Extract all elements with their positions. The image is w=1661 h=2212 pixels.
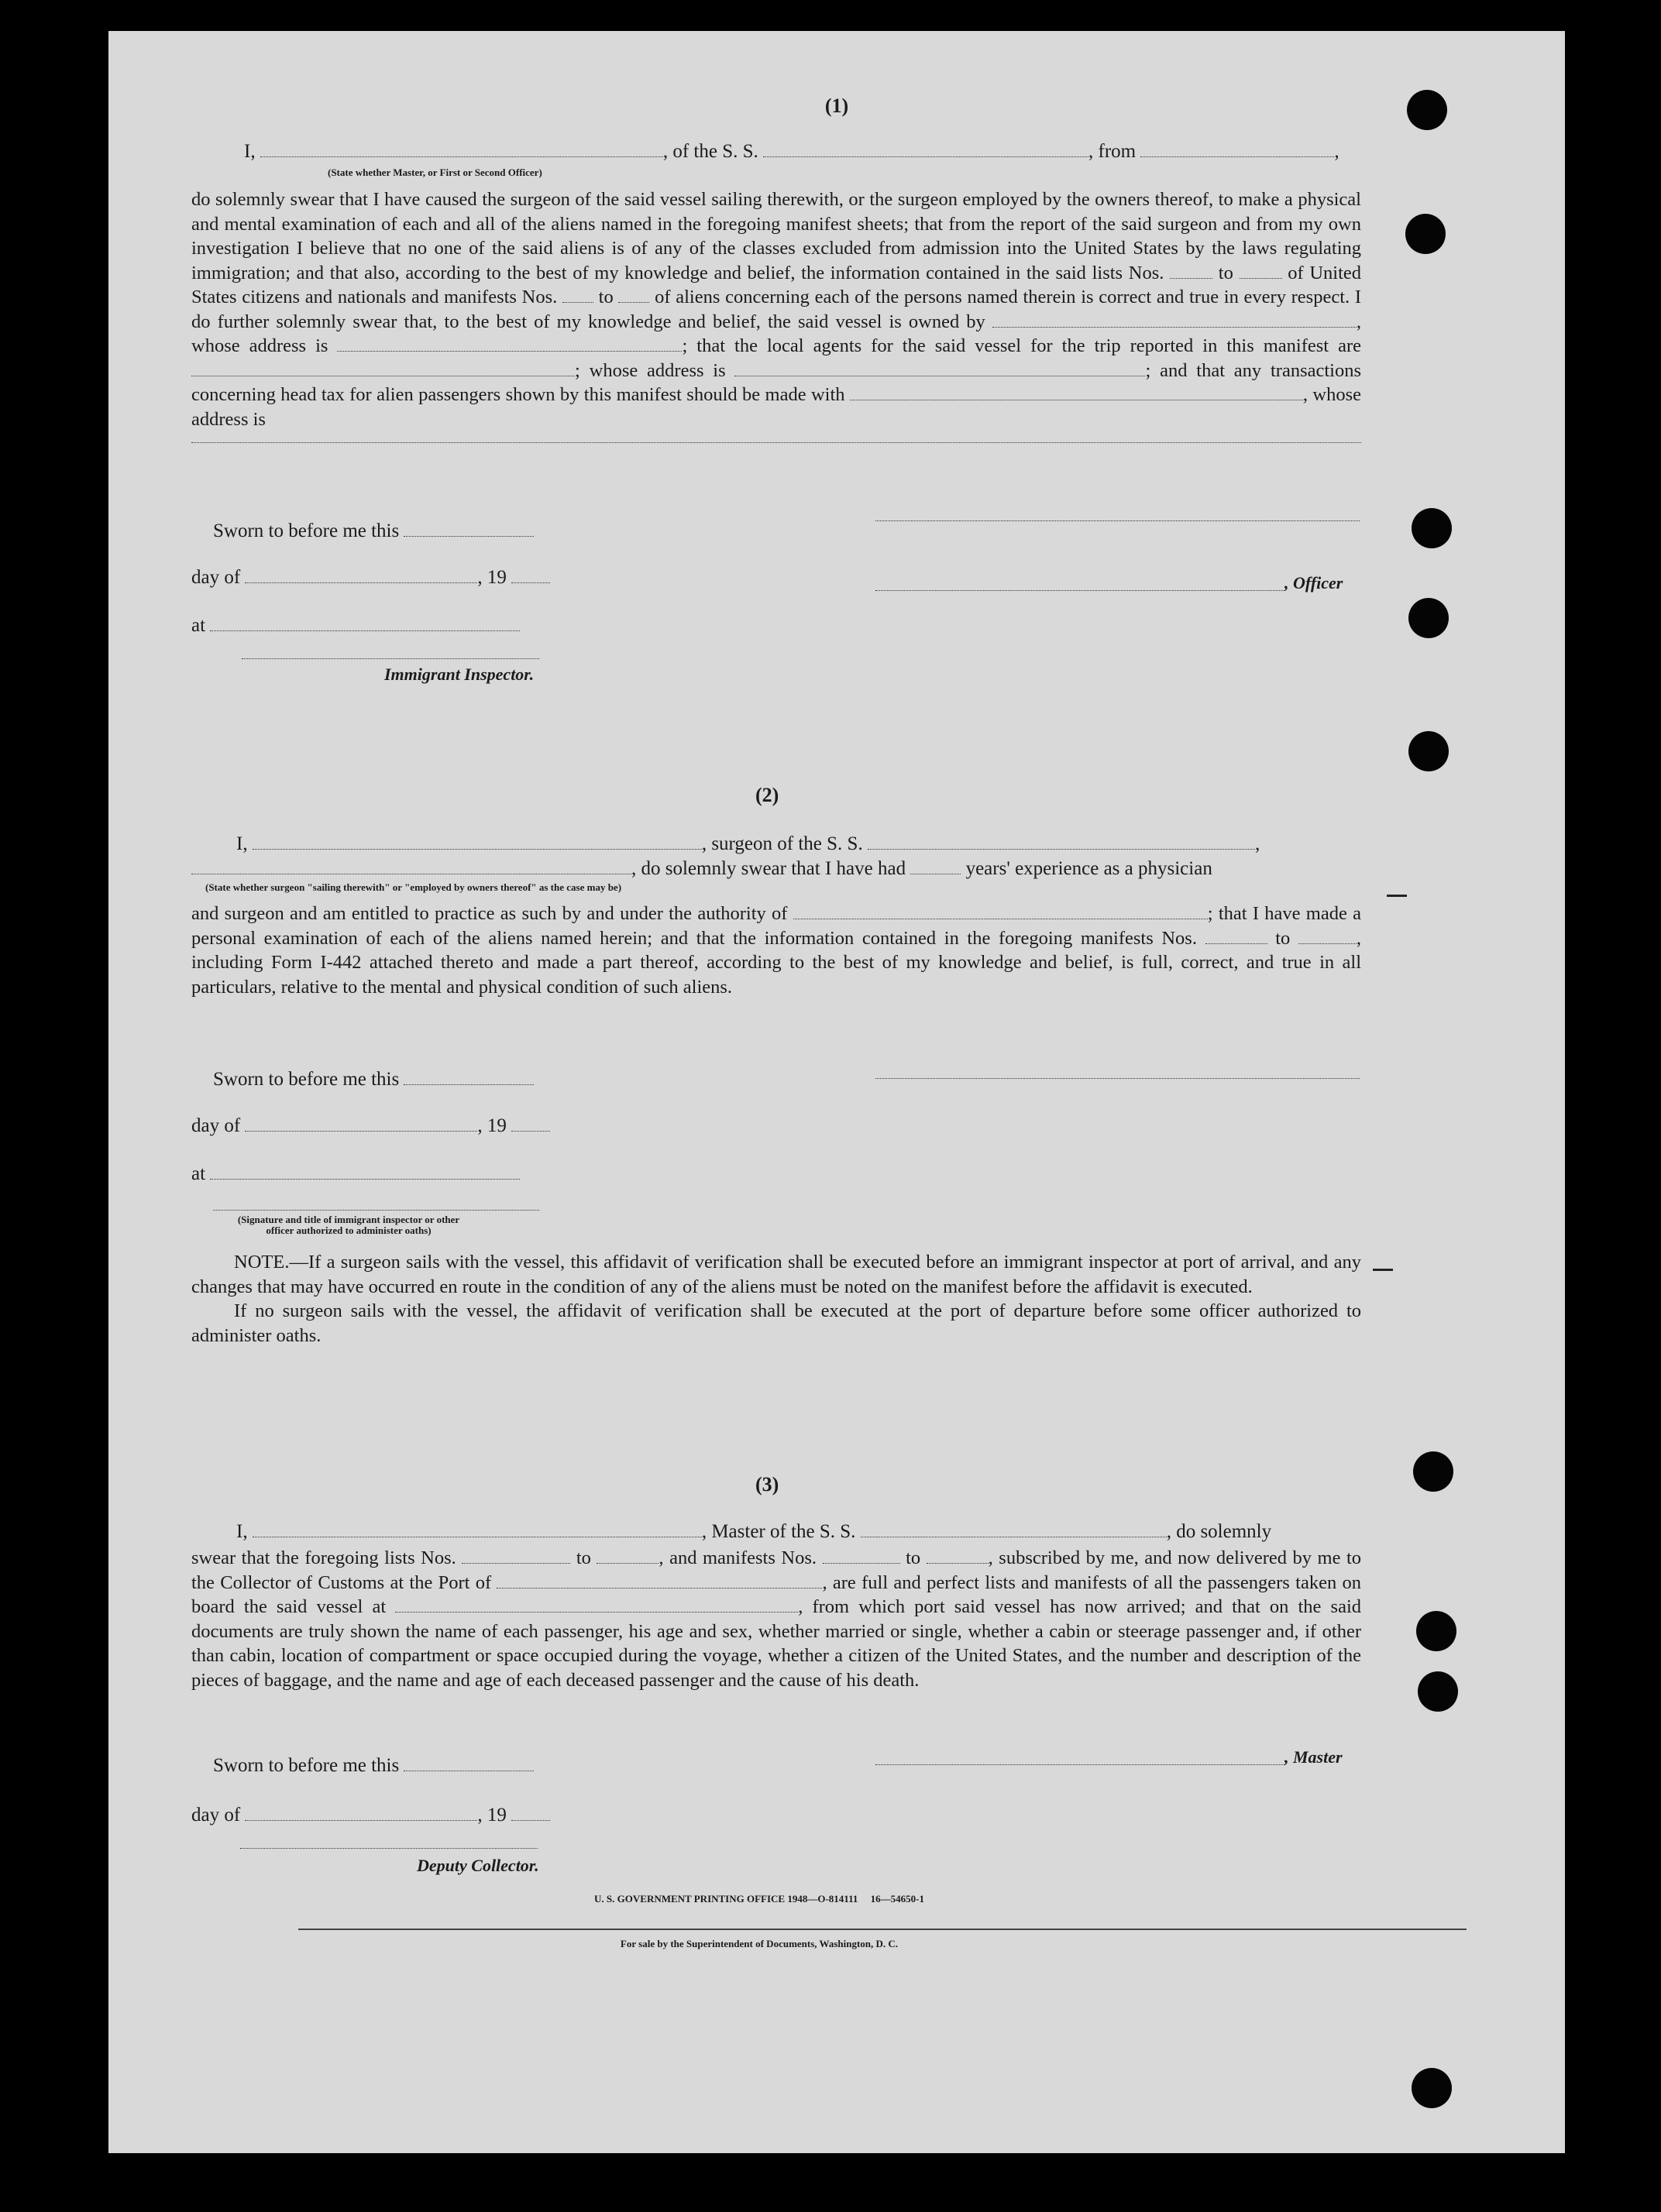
sworn-date-field[interactable] (404, 1757, 534, 1771)
master-oath-b: , and manifests Nos. (659, 1547, 817, 1568)
officer-label: , Officer (1284, 573, 1343, 592)
label-swear: , do solemnly (1166, 1521, 1272, 1542)
embarkation-port-field[interactable] (395, 1598, 798, 1613)
sworn-date-field[interactable] (404, 522, 534, 537)
label-sworn: Sworn to before me this (213, 520, 400, 541)
label-year: , 19 (477, 567, 507, 588)
sworn-line-3 (213, 1755, 534, 1777)
label-swear: , do solemnly swear that I have had (631, 858, 906, 879)
punch-hole (1412, 508, 1452, 548)
officer-rank-field[interactable] (260, 143, 663, 157)
day-field[interactable] (245, 1117, 477, 1132)
master-oath-a: swear that the foregoing lists Nos. (191, 1547, 456, 1568)
day-field[interactable] (245, 568, 477, 583)
head-tax-contact-field[interactable] (850, 386, 1303, 400)
examination-text-b: , including Form I-442 attached thereto and made a part thereof, according to the best of my knowledge and belief, is full, correct, and true in all particulars, relative to the mental and physical condition of such aliens. (191, 927, 1362, 998)
vessel-name-field[interactable] (763, 143, 1088, 157)
label-whose-address: , whose address is (191, 384, 1361, 430)
year-field[interactable] (511, 1117, 550, 1132)
inspector-signature-line[interactable] (242, 658, 539, 659)
sale-notice: For sale by the Superintendent of Documents, Washington, D. C. (620, 1938, 899, 1949)
manifests-to-field[interactable] (618, 288, 649, 303)
lists-from-field[interactable] (1170, 264, 1212, 279)
collector-signature-line[interactable] (240, 1848, 538, 1849)
label-day-of: day of (191, 1115, 241, 1136)
sworn-date-field[interactable] (404, 1070, 534, 1085)
punch-hole (1408, 731, 1449, 771)
witness-signature-line[interactable] (213, 1210, 539, 1211)
sworn-line-2 (213, 1069, 534, 1091)
lists-from-field[interactable] (462, 1549, 570, 1564)
head-tax-address-field[interactable] (191, 431, 1361, 443)
local-agents-field[interactable] (191, 362, 575, 376)
label-to: to (598, 287, 614, 307)
place-field[interactable] (210, 617, 520, 631)
label-at: at (191, 1163, 206, 1184)
margin-tick (1387, 895, 1407, 897)
master-oath-c: , subscribed by me, and now delivered by me to the Collector of Customs at the Port of (191, 1547, 1362, 1593)
year-field[interactable] (511, 568, 550, 583)
label-i: I, (244, 141, 256, 162)
note-text-2: If no surgeon sails with the vessel, the affidavit of verification shall be executed at the port of departure before some officer authorized to administer oaths. (191, 1300, 1361, 1346)
lists-to-field[interactable] (1240, 264, 1282, 279)
master-label: , Master (1284, 1747, 1343, 1767)
punch-hole (1413, 1451, 1453, 1492)
at-line-2 (191, 1163, 520, 1185)
authority-text: and surgeon and am entitled to practice as such by and under the authority of (191, 903, 788, 924)
years-field[interactable] (910, 860, 961, 874)
section-3-body (191, 1546, 1361, 1692)
label-to: to (1218, 262, 1233, 283)
oath-paragraph-1g: ; and that any transactions concerning head tax for alien passengers shown by this manifest should be made with (191, 359, 1362, 405)
note-text: —If a surgeon sails with the vessel, this affidavit of verification shall be executed before an immigrant inspector at port of arrival, and any changes that may have occurred en route in the condition of any of the aliens must be noted on the manifest before the affidavit is executed. (191, 1252, 1361, 1297)
printing-office-line: U. S. GOVERNMENT PRINTING OFFICE 1948—O-814111 16—54650-1 (594, 1893, 924, 1905)
manifest-from-field[interactable] (1205, 929, 1267, 944)
label-sworn: Sworn to before me this (213, 1755, 400, 1776)
label-year: , 19 (477, 1805, 507, 1826)
oath-paragraph-1e: that the local agents for the said vessel for the trip reported in this manifest are (696, 335, 1362, 356)
punch-hole (1418, 1671, 1458, 1712)
at-line-1 (191, 615, 520, 637)
label-to: to (576, 1547, 591, 1568)
punch-hole (1405, 214, 1446, 254)
master-oath-e: , from which port said vessel has now arrived; and that on the said documents are truly shown the name of each passenger, his age and sex, whether married or single, whether a cabin or steerage passenger and, if other than cabin, location of compartment or space occupied during the voyage, whether a citizen of the United States, and the number and description of the pieces of baggage, and the name and age of each deceased passenger and the cause of his death. (191, 1596, 1361, 1691)
surgeon-status-field[interactable] (191, 860, 631, 874)
form-page (108, 31, 1565, 2153)
label-at: at (191, 615, 206, 636)
master-oath-d: , are full and perfect lists and manifests of all the passengers taken on board the said vessel at (191, 1571, 1361, 1617)
examination-text: that I have made a personal examination of each of the aliens named herein; and that the information contained in the foregoing manifests Nos. (191, 903, 1362, 949)
witness-signature-note: (Signature and title of immigrant inspector or other officer authorized to administer oaths) (237, 1214, 460, 1236)
label-vessel: , of the S. S. (662, 141, 758, 162)
label-years: years' experience as a physician (965, 858, 1212, 879)
officer-rank-note: (State whether Master, or First or Second Officer) (328, 167, 542, 178)
departure-port-field[interactable] (1140, 143, 1334, 157)
surgeon-status-note: (State whether surgeon "sailing therewith" or "employed by owners thereof" as the case may be) (205, 881, 622, 893)
port-field[interactable] (497, 1574, 822, 1589)
section-1-number: (1) (824, 94, 849, 117)
agents-address-field[interactable] (734, 362, 1145, 376)
punch-hole (1416, 1611, 1456, 1651)
master-name-field[interactable] (253, 1523, 702, 1537)
label-from: , from (1088, 141, 1137, 162)
section-2-body: and surgeon and am entitled to practice as such by and under the authority of ; that I have made a personal examination of each of the aliens named herein; and that the information contained in the foregoing manifests Nos. to , including Form I-442 attached thereto and made a part thereof, according to the best of my knowledge and belief, is full, correct, and true in all particulars, relative to the mental and physical condition of such aliens. (191, 903, 1362, 998)
label-whose-address: , whose address is (191, 311, 1362, 356)
note-label: NOTE. (234, 1252, 290, 1273)
label-day-of: day of (191, 1805, 241, 1826)
margin-tick (1373, 1269, 1393, 1271)
authority-field[interactable] (793, 905, 1208, 919)
surgeon-signature-line[interactable] (875, 1078, 1360, 1079)
day-line-1 (191, 567, 550, 589)
master-line (236, 1521, 1476, 1543)
place-field[interactable] (210, 1165, 520, 1180)
oath-paragraph-1c: of aliens concerning each of the persons named therein is correct and true in every respect. I do further solemnly swear that, to the best of my knowledge and belief, the said vessel is owned by (191, 287, 1362, 332)
owner-field[interactable] (992, 313, 1357, 328)
punch-hole (1408, 598, 1449, 638)
footer-rule (298, 1929, 1467, 1930)
lists-to-field[interactable] (597, 1549, 659, 1564)
label-sworn: Sworn to before me this (213, 1069, 400, 1090)
section-2-note (191, 1250, 1361, 1348)
manifest-to-field[interactable] (1298, 929, 1357, 944)
label-to: to (1275, 927, 1291, 949)
officer-signature-line-1[interactable] (875, 520, 1360, 521)
sworn-line-1 (213, 520, 534, 542)
label-whose-address: whose address is (589, 359, 726, 381)
section-2-number: (2) (755, 784, 779, 806)
surgeon-vessel-field[interactable] (868, 835, 1255, 850)
section-3-number: (3) (755, 1473, 779, 1496)
owner-address-field[interactable] (337, 337, 682, 352)
label-i: I, (236, 833, 248, 854)
surgeon-line: I, , surgeon of the S. S. , (236, 833, 1260, 854)
experience-line (191, 858, 1446, 880)
manifests-to-field[interactable] (927, 1549, 989, 1564)
manifests-from-field[interactable] (823, 1549, 900, 1564)
oath-paragraph-1b: of United States citizens and nationals and manifests Nos. (191, 262, 1362, 307)
label-to: to (906, 1547, 921, 1568)
master-signature-line[interactable] (875, 1764, 1284, 1765)
label-i: I, (236, 1521, 248, 1542)
label-day-of: day of (191, 567, 241, 588)
manifests-from-field[interactable] (562, 288, 593, 303)
label-master: , Master of the S. S. (701, 1521, 856, 1542)
day-line-3 (191, 1805, 550, 1826)
day-field[interactable] (245, 1806, 477, 1821)
punch-hole (1412, 2068, 1452, 2108)
officer-signature-line-2[interactable] (875, 590, 1284, 591)
section-1-body: do solemnly swear that I have caused the surgeon of the said vessel sailing therewith, or the surgeon employed by the owners thereof, to make a physical and mental examination of each and all of the aliens named in the foregoing manifest sheets; that from the report of the said surgeon and from my own investigation I believe that no one of the said aliens is of any of the classes excluded from admission into the United States by the laws regulating immigration; and that also, according to the best of my knowledge and belief, the information contained in the said lists Nos. to of United States citizens and nationals and manifests Nos. to of aliens concerning each of the persons named therein is correct and true in every respect. I do further solemnly swear that, to the best of my knowledge and belief, the said vessel is owned by , whose address is ; that the local agents for the said vessel for the trip reported in this manifest are ; whose address is ; and that any transactions concerning head tax for alien passengers shown by this manifest should be made with , whose address is (191, 187, 1361, 443)
day-line-2 (191, 1115, 550, 1137)
master-vessel-field[interactable] (861, 1523, 1167, 1537)
deputy-collector-label: Deputy Collector. (417, 1856, 539, 1875)
immigrant-inspector-label: Immigrant Inspector. (384, 665, 535, 684)
year-field[interactable] (511, 1806, 550, 1821)
label-year: , 19 (477, 1115, 507, 1136)
label-surgeon: , surgeon of the S. S. (701, 833, 863, 854)
surgeon-name-field[interactable] (253, 835, 702, 850)
oath-paragraph-1: do solemnly swear that I have caused the surgeon of the said vessel sailing therewith, or the surgeon employed by the owners thereof, to make a physical and mental examination of each and all of the aliens named in the foregoing manifest sheets; that from the report of the said surgeon and from my own investigation I believe that no one of the said aliens is of any of the classes excluded from admission into the United States by the laws regulating immigration; and that also, according to the best of my knowledge and belief, the information contained in the said lists Nos. (191, 189, 1361, 283)
section-1-oath-line: I, , of the S. S. , from , (244, 141, 1339, 162)
